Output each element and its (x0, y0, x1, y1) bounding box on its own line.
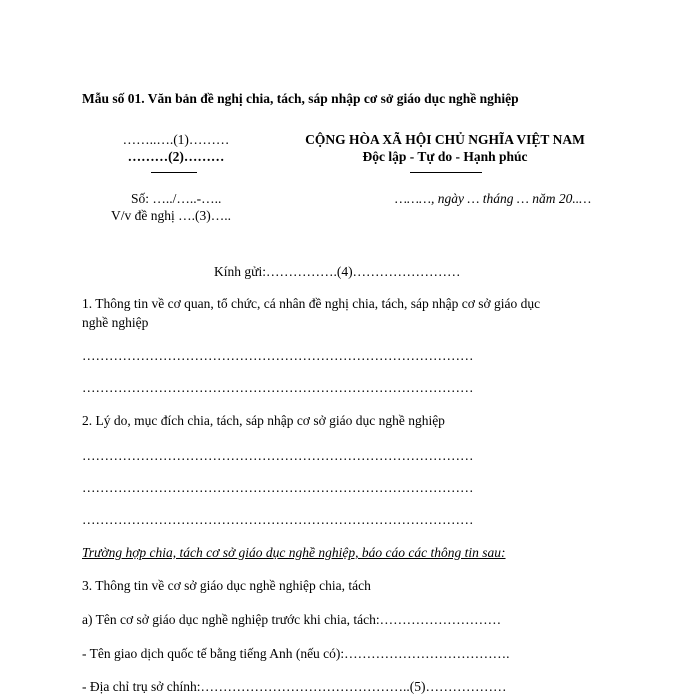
dotted-fill-line: …………………………………………………………………………… (82, 380, 474, 395)
agency-name-line1: ……..….(1)……… (122, 132, 230, 147)
case-heading: Trường hợp chia, tách cơ sở giáo dục nghề nghiệp, báo cáo các thông tin sau: (82, 545, 506, 560)
item-english-name: - Tên giao dịch quốc tế bằng tiếng Anh (nếu có):………………………………. (82, 646, 510, 661)
dotted-fill-line: …………………………………………………………………………… (82, 448, 474, 463)
form-title: Mẫu số 01. Văn bản đề nghị chia, tách, sáp nhập cơ sở giáo dục nghề nghiệp (82, 91, 519, 106)
section2-title: 2. Lý do, mục đích chia, tách, sáp nhập cơ sở giáo dục nghề nghiệp (82, 413, 445, 428)
document-number: Số: …../…..-….. (131, 191, 222, 206)
national-motto: Độc lập - Tự do - Hạnh phúc (362, 149, 528, 164)
document-date: ………, ngày … tháng … năm 20..… (395, 191, 592, 206)
left-header-divider (151, 172, 197, 173)
dotted-fill-line: …………………………………………………………………………… (82, 512, 474, 527)
dotted-fill-line: …………………………………………………………………………… (82, 480, 474, 495)
section1-title: 1. Thông tin về cơ quan, tổ chức, cá nhân đề nghị chia, tách, sáp nhập cơ sở giáo dục (82, 296, 541, 311)
item-address: - Địa chỉ trụ sở chính:………………………………………..(5)……………… (82, 679, 507, 694)
agency-name-line2: ………(2)……… (127, 149, 225, 164)
dotted-fill-line: …………………………………………………………………………… (82, 348, 474, 363)
item-a-facility-name: a) Tên cơ sở giáo dục nghề nghiệp trước khi chia, tách:……………………… (82, 612, 502, 627)
section3-title: 3. Thông tin về cơ sở giáo dục nghề nghiệp chia, tách (82, 578, 371, 593)
document-subject: V/v đề nghị ….(3)….. (111, 208, 231, 223)
section1-title-cont: nghề nghiệp (82, 315, 149, 330)
national-title: CỘNG HÒA XÃ HỘI CHỦ NGHĨA VIỆT NAM (305, 132, 585, 147)
right-header-divider (410, 172, 482, 173)
recipient-line: Kính gửi:…………….(4)…………………… (214, 264, 461, 279)
